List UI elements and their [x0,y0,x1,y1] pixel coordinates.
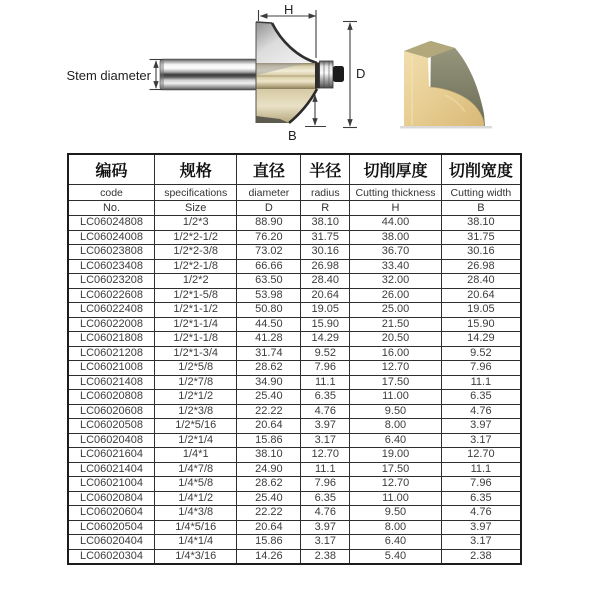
cell-radius: 7.96 [301,361,350,376]
cell-radius: 11.1 [301,375,350,390]
header-code-en: code [68,185,155,201]
cell-radius: 4.76 [301,404,350,419]
cell-diameter: 88.90 [237,216,301,231]
cell-size: 1/2*2 [155,274,237,289]
header-thickness-sym: H [350,201,442,216]
table-row [68,535,521,550]
cell-size: 1/2*2-1/8 [155,259,237,274]
cell-cutting-width: 3.17 [441,535,521,550]
cell-radius: 9.52 [301,346,350,361]
cell-radius: 7.96 [301,477,350,492]
cell-cutting-thickness: 12.70 [350,361,442,376]
table-row [68,520,521,535]
cell-radius: 31.75 [301,230,350,245]
cell-code: LC06020608 [68,404,155,419]
cell-cutting-thickness: 12.70 [350,477,442,492]
header-row-english [68,185,521,201]
cell-cutting-thickness: 36.70 [350,245,442,260]
table-row [68,288,521,303]
table-row [68,506,521,521]
cell-cutting-width: 3.97 [441,419,521,434]
cell-diameter: 15.86 [237,433,301,448]
cell-code: LC06022608 [68,288,155,303]
table-row [68,491,521,506]
table-row [68,361,521,376]
cell-code: LC06023208 [68,274,155,289]
cell-diameter: 41.28 [237,332,301,347]
cell-cutting-thickness: 44.00 [350,216,442,231]
cell-cutting-thickness: 25.00 [350,303,442,318]
table-row [68,303,521,318]
cell-radius: 30.16 [301,245,350,260]
dim-label-h: H [284,2,294,17]
cell-radius: 3.97 [301,419,350,434]
cell-radius: 19.05 [301,303,350,318]
cell-radius: 28.40 [301,274,350,289]
cell-cutting-width: 12.70 [441,448,521,463]
cell-size: 1/2*1-3/4 [155,346,237,361]
cell-code: LC06021408 [68,375,155,390]
cell-diameter: 73.02 [237,245,301,260]
table-row [68,390,521,405]
d-dimension-line [343,22,357,128]
cell-cutting-thickness: 8.00 [350,520,442,535]
cell-cutting-width: 7.96 [441,361,521,376]
wood-sample-illustration [400,41,492,129]
cell-cutting-thickness: 20.50 [350,332,442,347]
cell-size: 1/2*5/16 [155,419,237,434]
cell-cutting-width: 28.40 [441,274,521,289]
cell-cutting-thickness: 5.40 [350,549,442,564]
cell-radius: 38.10 [301,216,350,231]
cell-cutting-thickness: 6.40 [350,535,442,550]
table-row [68,433,521,448]
cell-cutting-width: 3.17 [441,433,521,448]
cell-cutting-width: 11.1 [441,375,521,390]
cell-code: LC06023408 [68,259,155,274]
dim-label-b: B [288,128,297,143]
cell-code: LC06024808 [68,216,155,231]
stem-diameter-label: Stem diameter [66,68,151,83]
header-thickness-en: Cutting thickness [350,185,442,201]
cell-radius: 12.70 [301,448,350,463]
table-row [68,216,521,231]
cell-radius: 3.17 [301,433,350,448]
cell-diameter: 20.64 [237,419,301,434]
cell-diameter: 22.22 [237,404,301,419]
cell-cutting-thickness: 17.50 [350,375,442,390]
header-radius-sym: R [301,201,350,216]
cell-cutting-thickness: 9.50 [350,506,442,521]
cell-size: 1/2*2-1/2 [155,230,237,245]
cell-size: 1/4*1/4 [155,535,237,550]
table-row [68,332,521,347]
cell-size: 1/2*3/8 [155,404,237,419]
cell-cutting-width: 19.05 [441,303,521,318]
cell-cutting-width: 20.64 [441,288,521,303]
cell-size: 1/2*1/2 [155,390,237,405]
table-row [68,477,521,492]
cell-radius: 3.17 [301,535,350,550]
header-row-symbols [68,201,521,216]
table-row [68,549,521,564]
cell-code: LC06020804 [68,491,155,506]
cell-code: LC06024008 [68,230,155,245]
header-radius-cn: 半径 [301,154,350,185]
cell-cutting-width: 6.35 [441,491,521,506]
table-row [68,274,521,289]
cell-diameter: 15.86 [237,535,301,550]
cell-diameter: 28.62 [237,361,301,376]
cell-size: 1/2*1/4 [155,433,237,448]
cell-cutting-thickness: 8.00 [350,419,442,434]
cell-cutting-width: 2.38 [441,549,521,564]
cell-cutting-width: 4.76 [441,404,521,419]
cell-code: LC06020508 [68,419,155,434]
cell-diameter: 50.80 [237,303,301,318]
cell-cutting-width: 31.75 [441,230,521,245]
header-code-sym: No. [68,201,155,216]
cell-cutting-width: 38.10 [441,216,521,231]
cutter-head [256,22,317,123]
cell-code: LC06021008 [68,361,155,376]
cell-cutting-width: 14.29 [441,332,521,347]
header-width-cn: 切削宽度 [441,154,521,185]
table-row [68,448,521,463]
cell-diameter: 44.50 [237,317,301,332]
cell-code: LC06021004 [68,477,155,492]
cell-cutting-width: 30.16 [441,245,521,260]
cell-size: 1/2*5/8 [155,361,237,376]
cell-cutting-width: 15.90 [441,317,521,332]
table-row [68,317,521,332]
header-diameter-sym: D [237,201,301,216]
header-diameter-en: diameter [237,185,301,201]
cell-code: LC06021808 [68,332,155,347]
cell-code: LC06020604 [68,506,155,521]
bit-shank [160,59,257,90]
cell-cutting-width: 4.76 [441,506,521,521]
cell-radius: 3.97 [301,520,350,535]
spec-table [67,153,522,565]
cell-size: 1/2*2-3/8 [155,245,237,260]
cell-size: 1/4*7/8 [155,462,237,477]
cell-diameter: 28.62 [237,477,301,492]
header-width-en: Cutting width [441,185,521,201]
cell-radius: 6.35 [301,491,350,506]
cell-radius: 2.38 [301,549,350,564]
header-spec-cn: 规格 [155,154,237,185]
cell-cutting-thickness: 19.00 [350,448,442,463]
cell-size: 1/2*1-5/8 [155,288,237,303]
cell-code: LC06020504 [68,520,155,535]
cell-code: LC06023808 [68,245,155,260]
cell-size: 1/2*1-1/4 [155,317,237,332]
header-thickness-cn: 切削厚度 [350,154,442,185]
header-spec-en: specifications [155,185,237,201]
cell-cutting-thickness: 9.50 [350,404,442,419]
cell-radius: 6.35 [301,390,350,405]
cell-size: 1/4*3/8 [155,506,237,521]
dim-label-d: D [356,66,366,81]
cell-cutting-width: 11.1 [441,462,521,477]
cell-cutting-width: 6.35 [441,390,521,405]
table-row [68,346,521,361]
cell-size: 1/4*5/8 [155,477,237,492]
cell-size: 1/4*1 [155,448,237,463]
cell-diameter: 25.40 [237,491,301,506]
cell-cutting-thickness: 32.00 [350,274,442,289]
product-diagram [0,0,600,153]
header-spec-sym: Size [155,201,237,216]
cell-code: LC06022408 [68,303,155,318]
header-width-sym: B [441,201,521,216]
cell-size: 1/4*3/16 [155,549,237,564]
table-row [68,404,521,419]
cell-diameter: 31.74 [237,346,301,361]
cell-size: 1/2*7/8 [155,375,237,390]
header-row-chinese [68,154,521,185]
cell-cutting-thickness: 21.50 [350,317,442,332]
cell-size: 1/4*1/2 [155,491,237,506]
cell-size: 1/4*5/16 [155,520,237,535]
cell-cutting-thickness: 17.50 [350,462,442,477]
cell-cutting-thickness: 6.40 [350,433,442,448]
cell-diameter: 24.90 [237,462,301,477]
cell-diameter: 34.90 [237,375,301,390]
cell-radius: 20.64 [301,288,350,303]
cell-diameter: 76.20 [237,230,301,245]
cell-radius: 11.1 [301,462,350,477]
cell-code: LC06020304 [68,549,155,564]
cell-code: LC06021404 [68,462,155,477]
table-row [68,462,521,477]
cell-size: 1/2*1-1/8 [155,332,237,347]
cell-radius: 15.90 [301,317,350,332]
header-diameter-cn: 直径 [237,154,301,185]
cell-cutting-thickness: 33.40 [350,259,442,274]
cell-size: 1/2*3 [155,216,237,231]
cell-diameter: 20.64 [237,520,301,535]
header-code-cn: 编码 [68,154,155,185]
cell-radius: 14.29 [301,332,350,347]
table-row [68,245,521,260]
cell-diameter: 25.40 [237,390,301,405]
cell-diameter: 22.22 [237,506,301,521]
cell-radius: 4.76 [301,506,350,521]
cell-code: LC06021208 [68,346,155,361]
cell-cutting-thickness: 16.00 [350,346,442,361]
cell-cutting-thickness: 38.00 [350,230,442,245]
header-radius-en: radius [301,185,350,201]
cell-diameter: 38.10 [237,448,301,463]
table-row [68,230,521,245]
cell-diameter: 66.66 [237,259,301,274]
cell-code: LC06021604 [68,448,155,463]
bearing-axle-nub [333,66,344,82]
cell-diameter: 53.98 [237,288,301,303]
cell-radius: 26.98 [301,259,350,274]
cell-size: 1/2*1-1/2 [155,303,237,318]
cell-code: LC06022008 [68,317,155,332]
cell-cutting-width: 9.52 [441,346,521,361]
table-row [68,419,521,434]
cell-diameter: 14.26 [237,549,301,564]
table-row [68,259,521,274]
cell-cutting-thickness: 26.00 [350,288,442,303]
cell-code: LC06020404 [68,535,155,550]
cell-cutting-width: 7.96 [441,477,521,492]
cell-diameter: 63.50 [237,274,301,289]
cell-cutting-width: 3.97 [441,520,521,535]
cell-code: LC06020408 [68,433,155,448]
cell-cutting-width: 26.98 [441,259,521,274]
cell-cutting-thickness: 11.00 [350,390,442,405]
cell-code: LC06020808 [68,390,155,405]
table-row [68,375,521,390]
cell-cutting-thickness: 11.00 [350,491,442,506]
pilot-bearing [315,61,344,89]
spec-table-body [68,216,521,565]
